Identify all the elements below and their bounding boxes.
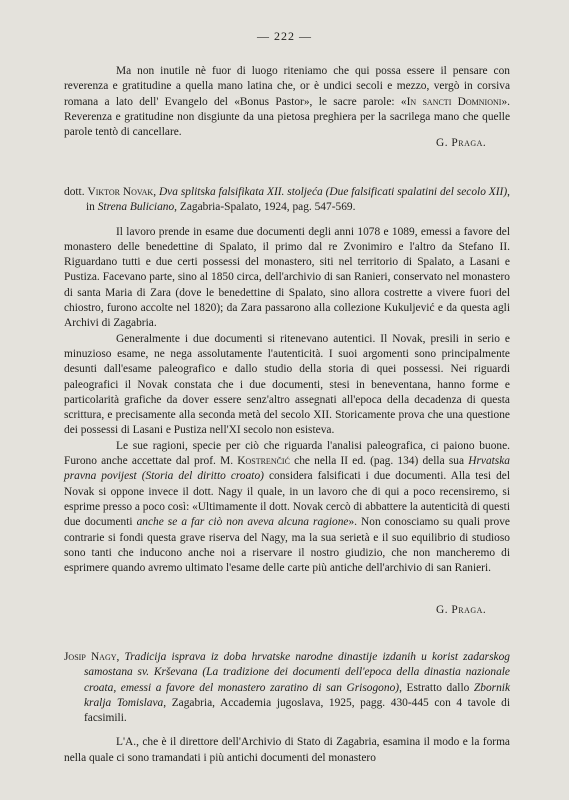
review-novak [64, 185, 510, 576]
paragraph: Ma non inutile nè fuor di luogo riteniamo che qui possa essere il pensare con reverenza e gratitudine a quella mano latina che, or è undici secoli e mezzo, vergò in corsiva romana a lato dell' Evangelo del «Bonus Pastor», le sacre parole: «In sancti Domnioni». Reverenza e gratitudine non disgiunte da una pietosa preghiera per la sacrilega mano che quelle parole tentò di cancellare. [64, 65, 510, 139]
paragraph: Generalmente i due documenti si ritenevano autentici. Il Novak, presili in serio e minuzioso esame, ne nega assolutamente l'autenticità. I suoi argomenti sono principalmente desunti dall'esame paleografico e dallo studio della storia di quei possessi. Nei riguardi paleografici il Novak constata che i due documenti, stesi in beneventana, hanno forme e particolarità grafiche da dover essere senz'altro assegnati all'epoca della decadenza di questa scrittura, e precisamente alla seconda metà del secolo XII. Storicamente prova che una questione dei possessi di Lasani e Pustiza nell'XI secolo non esisteva. [64, 332, 510, 437]
bibliographic-entry: Josip Nagy, Tradicija isprava iz doba hrvatske narodne dinastije izdanih u korist zadarskog samostana sv. Krševana (La tradizione dei documenti dell'epoca della dinastia nazionale croata, emessi a favore del monastero zaratino di san Grisogono), Estratto dallo Zbornik kralja Tomislava, Zagabria, Accademia jugoslava, 1925, pagg. 430-445 con 4 tavole di facsimili. [64, 651, 510, 725]
cited-title: Hrvatska pravna povijest (Storia del diritto croato) [64, 455, 510, 483]
journal-title: Zbornik kralja Tomislava [84, 681, 510, 709]
work-title: Tradicija isprava iz doba hrvatske narodne dinastije izdanih u korist zadarskog samostana sv. Krševana (La tradizione dei documenti dell'epoca della dinastia nazionale croata, emessi a favore del monastero zaratino di san Grisogono) [84, 651, 510, 694]
author-name: Viktor Novak [87, 186, 154, 198]
signature: G. Praga. [436, 137, 487, 149]
author-name: Josip Nagy [64, 651, 117, 663]
journal-title: Strena Buliciano [97, 201, 175, 214]
paragraph: L'A., che è il direttore dell'Archivio di Stato di Zagabria, esamina il modo e la forma nella quale ci sono tramandati i più antichi documenti del monastero [64, 736, 510, 764]
paragraph: Le sue ragioni, specie per ciò che riguarda l'analisi paleografica, ci paiono buone. Furono anche accettate dal prof. M. Kostrenčić che nella II ed. (pag. 134) della sua Hrvatska pravna povijest (Storia del diritto croato) considera falsificati i due documenti. Alla tesi del Novak si oppone invece il dott. Nagy il quale, in un lavoro che di qui a poco recensiremo, si esprime presso a poco così: «Ultimamente il dott. Novak cercò di abbattere la autenticità di questi due documenti anche se a far ciò non aveva alcuna ragione». Non conosciamo su quali prove contrarie si fondi questa grave riserva del Nagy, ma la sua serietà e il suo equilibrio di studioso sono tanti che inducono anche noi a riservare il nostro giudizio, che non mancheremo di esprimere quando avremo ultimato l'esame delle carte più antiche dell'archivio di san Ranieri. [64, 439, 510, 575]
closing-paragraph [64, 64, 510, 140]
review-nagy [64, 650, 510, 766]
paragraph: Il lavoro prende in esame due documenti degli anni 1078 e 1089, emessi a favore del monastero delle benedettine di Spalato, il primo dal re Zvonimiro e l'altro da Stefano II. Riguardano tutti e due certi possessi del monastero, siti nel territorio di Spalato, a Lasani e Pustiza. Facevano parte, sino al 1850 circa, dell'archivio di san Ranieri, conservato nel monastero di santa Maria di Zara (dove le benedettine di Spalato, sino allora costrette a vivere fuori del chiostro, furono accolte nel 1820); da Zara passarono alla collezione Kukuljević e da questa agli Archivi di Zagabria. [64, 225, 510, 330]
latin-quote: In sancti Domnioni [406, 95, 502, 108]
page-number: — 222 — [257, 29, 312, 43]
work-title: Dva splitska falsifikata XII. stoljeća (Due falsificati spalatini del secolo XII) [158, 186, 508, 198]
person-name: M. Kostrenčić [220, 455, 290, 468]
signature: G. Praga. [436, 604, 487, 616]
quoted-phrase: anche se a far ciò non aveva alcuna ragione [136, 516, 349, 529]
bibliographic-entry: dott. Viktor Novak, Dva splitska falsifikata XII. stoljeća (Due falsificati spalatini del secolo XII), in Strena Buliciano, Zagabria-Spalato, 1924, pag. 547-569. [64, 186, 510, 214]
